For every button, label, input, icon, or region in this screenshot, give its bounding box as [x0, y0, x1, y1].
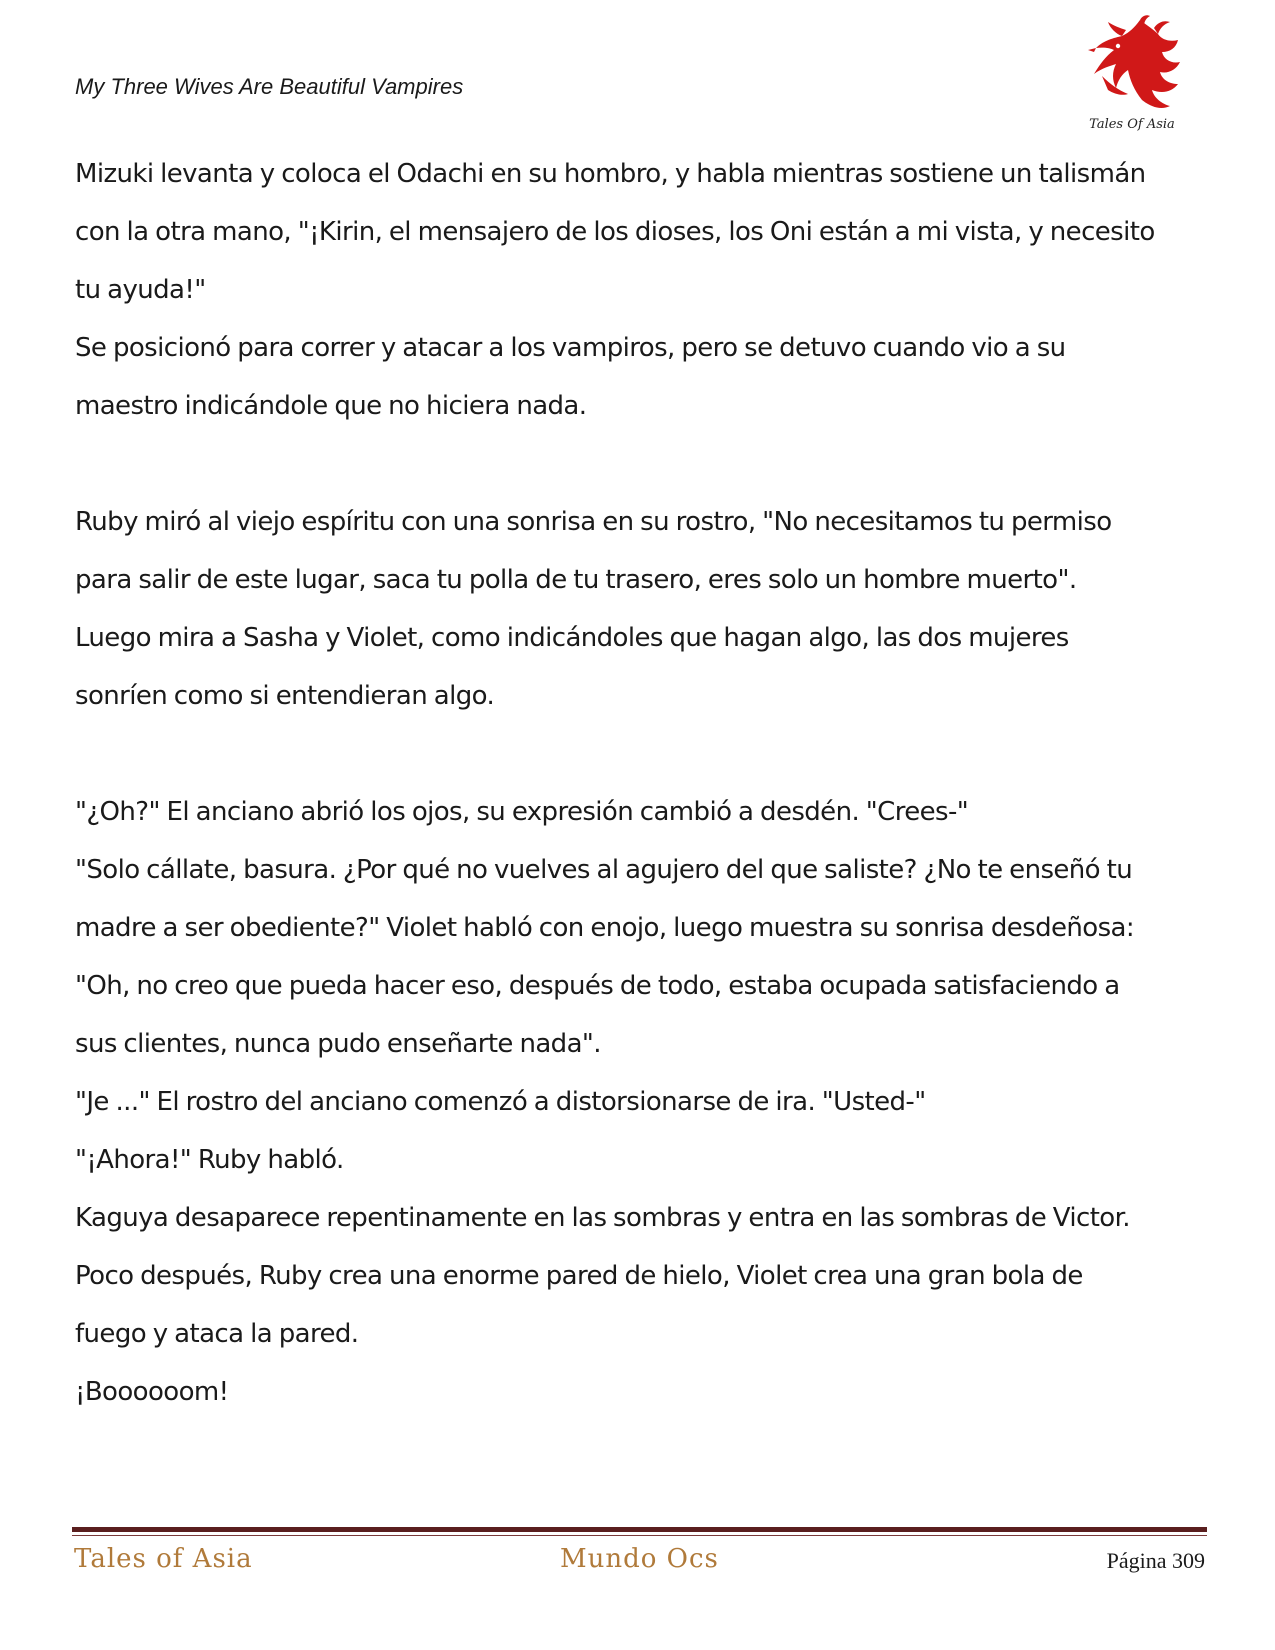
- text-line: Se posicionó para correr y atacar a los vampiros, pero se detuvo cuando vio a su: [75, 333, 1066, 363]
- paragraph: [75, 1131, 1205, 1189]
- text-line: ¡Boooooom!: [75, 1377, 229, 1407]
- footer-publisher: Tales of Asia: [74, 1544, 253, 1574]
- text-line: madre a ser obediente?" Violet habló con enojo, luego muestra su sonrisa desdeñosa:: [75, 913, 1135, 943]
- dragon-logo: [1082, 14, 1182, 139]
- text-line: Luego mira a Sasha y Violet, como indicándoles que hagan algo, las dos mujeres: [75, 623, 1069, 653]
- paragraph: [75, 1073, 1205, 1131]
- text-line: con la otra mano, "¡Kirin, el mensajero de los dioses, los Oni están a mi vista, y necesito: [75, 217, 1155, 247]
- text-line: para salir de este lugar, saca tu polla de tu trasero, eres solo un hombre muerto".: [75, 565, 1077, 595]
- paragraph: [75, 1247, 1205, 1363]
- text-line: Kaguya desaparece repentinamente en las sombras y entra en las sombras de Victor.: [75, 1203, 1130, 1233]
- text-line: Ruby miró al viejo espíritu con una sonrisa en su rostro, "No necesitamos tu permiso: [75, 507, 1112, 537]
- text-line: fuego y ataca la pared.: [75, 1319, 359, 1349]
- text-line: "¿Oh?" El anciano abrió los ojos, su expresión cambió a desdén. "Crees-": [75, 797, 969, 827]
- footer-divider-thin: [72, 1535, 1207, 1536]
- paragraph: [75, 319, 1205, 435]
- page-number: Página 309: [1106, 1548, 1205, 1573]
- text-line: tu ayuda!": [75, 275, 206, 305]
- text-line: sonríen como si entendieran algo.: [75, 681, 495, 711]
- text-line: "Je ..." El rostro del anciano comenzó a distorsionarse de ira. "Usted-": [75, 1087, 926, 1117]
- text-line: "¡Ahora!" Ruby habló.: [75, 1145, 344, 1175]
- dragon-icon: [1082, 14, 1182, 119]
- text-line: Mizuki levanta y coloca el Odachi en su hombro, y habla mientras sostiene un talismán: [75, 159, 1146, 189]
- paragraph: [75, 493, 1205, 609]
- text-line: sus clientes, nunca pudo enseñarte nada".: [75, 1029, 601, 1059]
- paragraph: [75, 1363, 1205, 1421]
- logo-text: Tales Of Asia: [1089, 117, 1175, 132]
- text-line: maestro indicándole que no hiciera nada.: [75, 391, 587, 421]
- text-line: "Solo cállate, basura. ¿Por qué no vuelves al agujero del que saliste? ¿No te enseñó tu: [75, 855, 1133, 885]
- text-line: "Oh, no creo que pueda hacer eso, después de todo, estaba ocupada satisfaciendo a: [75, 971, 1120, 1001]
- paragraph: [75, 783, 1205, 841]
- footer-divider: [72, 1527, 1207, 1532]
- paragraph: [75, 841, 1205, 1073]
- text-line: Poco después, Ruby crea una enorme pared de hielo, Violet crea una gran bola de: [75, 1261, 1083, 1291]
- paragraph: [75, 609, 1205, 725]
- chapter-body: [75, 145, 1205, 1421]
- book-title: My Three Wives Are Beautiful Vampires: [75, 74, 464, 99]
- paragraph: [75, 1189, 1205, 1247]
- footer-translator: Mundo Ocs: [560, 1544, 719, 1574]
- paragraph: [75, 145, 1205, 319]
